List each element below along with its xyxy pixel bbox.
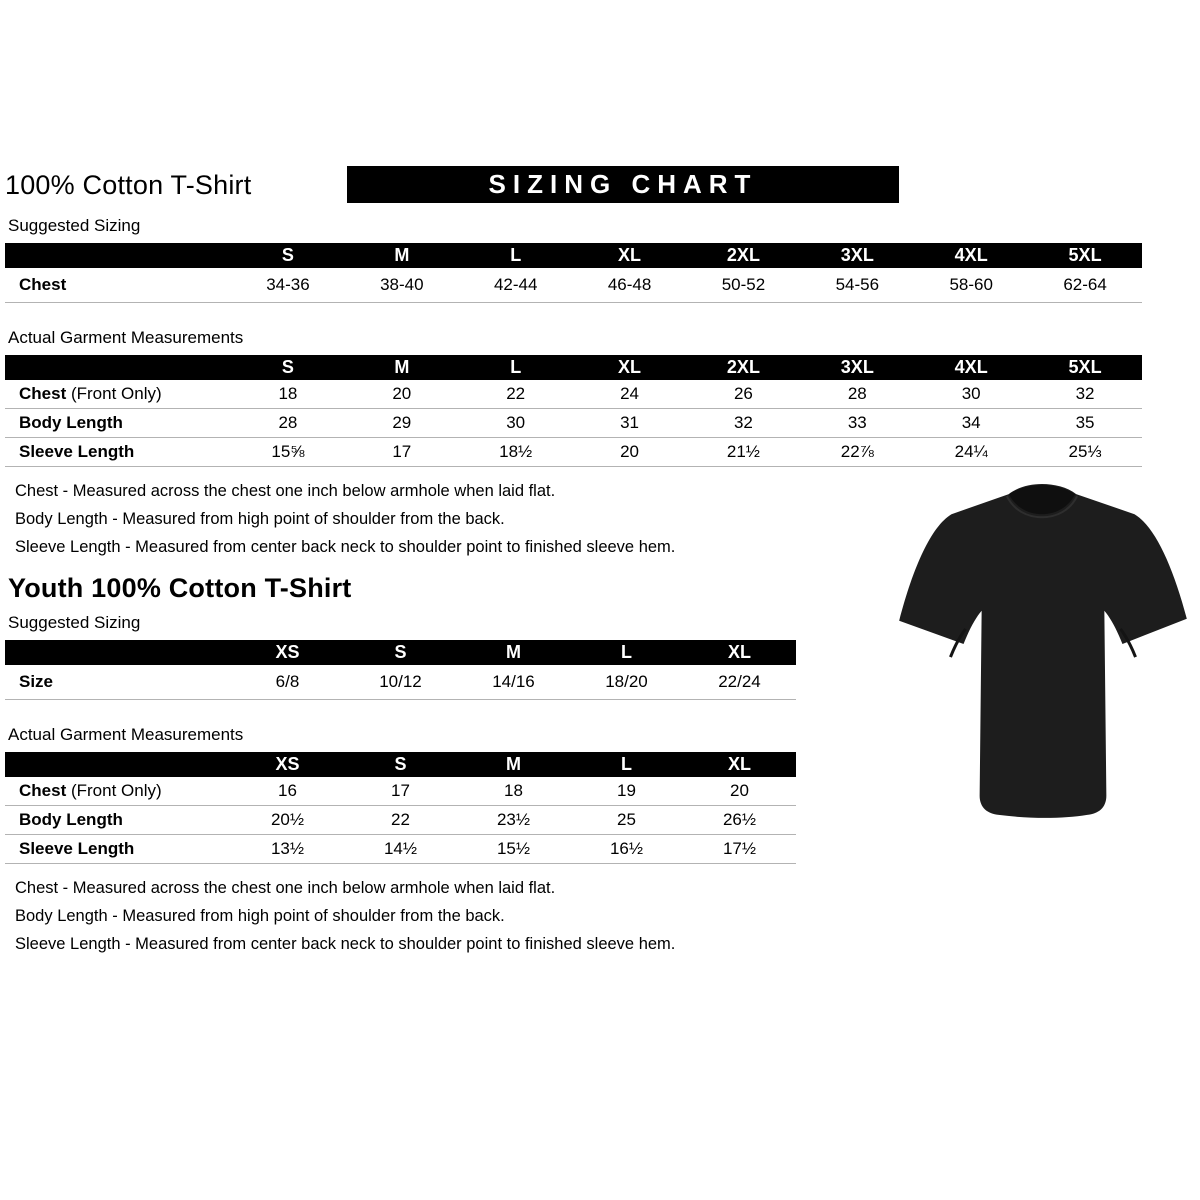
value-cell: 30 <box>506 413 526 432</box>
tshirt-body <box>899 484 1187 818</box>
value-cell: 24 <box>620 384 640 403</box>
value-cell: 35 <box>1075 413 1095 432</box>
value-cell: 34-36 <box>266 275 310 294</box>
value-cell: 14/16 <box>492 672 535 691</box>
sleeve-length-note: Sleeve Length - Measured from center back neck to shoulder point to finished sleeve hem. <box>15 935 676 953</box>
value-cell: 16½ <box>609 839 644 858</box>
corner-cell <box>5 355 231 380</box>
value-cell: 18 <box>504 781 523 800</box>
youth-sleeve-length-row <box>5 835 796 864</box>
sizing-chart-banner: SIZING CHART <box>347 166 899 203</box>
row-label <box>5 380 231 409</box>
row-label <box>5 777 231 806</box>
chest-note: Chest - Measured across the chest one inch below armhole when laid flat. <box>15 482 556 500</box>
size-header-cell: S <box>231 243 345 268</box>
size-header-cell: M <box>457 752 570 777</box>
youth-notes <box>5 879 1200 954</box>
size-header-cell: 3XL <box>800 355 914 380</box>
youth-garment-table <box>5 752 796 864</box>
adult-garment-table <box>5 355 1142 467</box>
value-cell: 42-44 <box>493 275 538 294</box>
value-cell: 62-64 <box>1063 275 1107 294</box>
black-tshirt-photo <box>893 478 1195 830</box>
size-header-cell: M <box>457 640 570 665</box>
size-header-cell: S <box>344 640 457 665</box>
value-cell: 32 <box>733 413 753 432</box>
youth-garment-label: Actual Garment Measurements <box>8 725 244 744</box>
size-header-cell: L <box>570 640 683 665</box>
size-header-cell: 4XL <box>914 355 1028 380</box>
row-label: Sleeve Length <box>19 442 135 461</box>
row-label: Chest <box>19 275 67 294</box>
value-cell: 21½ <box>726 442 760 461</box>
row-label: Body Length <box>19 810 123 829</box>
adult-garment-label: Actual Garment Measurements <box>8 328 244 347</box>
value-cell: 25 <box>617 810 636 829</box>
size-header-cell: XL <box>573 355 687 380</box>
size-header-cell: XL <box>683 640 796 665</box>
row-label: Size <box>19 672 54 691</box>
value-cell: 6/8 <box>275 672 300 691</box>
adult-garment-header-row <box>5 355 1142 380</box>
adult-title: 100% Cotton T-Shirt <box>5 170 252 200</box>
value-cell: 17 <box>392 442 412 461</box>
value-cell: 22 <box>506 384 526 403</box>
value-cell: 20 <box>730 781 749 800</box>
corner-cell <box>5 640 231 665</box>
size-header-cell: L <box>459 355 573 380</box>
value-cell: 54-56 <box>835 275 880 294</box>
value-cell: 17½ <box>722 839 757 858</box>
size-header-cell: 3XL <box>800 243 914 268</box>
value-cell: 10/12 <box>379 672 422 691</box>
value-cell: 31 <box>620 413 640 432</box>
value-cell: 58-60 <box>949 275 993 294</box>
value-cell: 46-48 <box>607 275 652 294</box>
value-cell: 18½ <box>499 442 533 461</box>
body-length-note: Body Length - Measured from high point of shoulder from the back. <box>15 510 505 528</box>
size-header-cell: XL <box>683 752 796 777</box>
value-cell: 18 <box>278 384 298 403</box>
size-header-cell: 2XL <box>687 355 801 380</box>
adult-sleeve-length-row <box>5 438 1142 467</box>
size-header-cell: 4XL <box>914 243 1028 268</box>
tshirt-illustration <box>893 478 1195 830</box>
size-header-cell: S <box>344 752 457 777</box>
value-cell: 34 <box>961 413 981 432</box>
row-label: Body Length <box>19 413 123 432</box>
corner-cell <box>5 243 231 268</box>
adult-chest-row <box>5 380 1142 409</box>
size-header-cell: 5XL <box>1028 355 1142 380</box>
chest-note: Chest - Measured across the chest one inch below armhole when laid flat. <box>15 879 556 897</box>
row-label-main: Chest <box>19 384 67 403</box>
row-label-suffix: (Front Only) <box>70 384 162 403</box>
size-header-cell: S <box>231 355 345 380</box>
value-cell: 16 <box>278 781 297 800</box>
value-cell: 28 <box>847 384 867 403</box>
youth-title: Youth 100% Cotton T-Shirt <box>8 573 352 603</box>
size-header-cell: L <box>570 752 683 777</box>
adult-header-row <box>5 166 1200 207</box>
row-label-main: Chest <box>19 781 67 800</box>
value-cell: 23½ <box>496 810 531 829</box>
value-cell: 15⅝ <box>271 442 305 461</box>
adult-body-length-row <box>5 409 1142 438</box>
value-cell: 26½ <box>722 810 757 829</box>
value-cell: 33 <box>847 413 867 432</box>
value-cell: 19 <box>617 781 636 800</box>
value-cell: 15½ <box>496 839 531 858</box>
value-cell: 25⅓ <box>1068 442 1102 461</box>
value-cell: 22/24 <box>718 672 761 691</box>
value-cell: 28 <box>278 413 298 432</box>
youth-size-row <box>5 665 796 700</box>
adult-suggested-label: Suggested Sizing <box>8 216 141 235</box>
size-header-cell: M <box>345 355 459 380</box>
value-cell: 20 <box>392 384 412 403</box>
value-cell: 14½ <box>383 839 418 858</box>
value-cell: 26 <box>733 384 753 403</box>
value-cell: 24¼ <box>954 442 988 461</box>
value-cell: 22 <box>391 810 410 829</box>
body-length-note: Body Length - Measured from high point of shoulder from the back. <box>15 907 505 925</box>
row-label: Sleeve Length <box>19 839 135 858</box>
value-cell: 20½ <box>270 810 305 829</box>
value-cell: 38-40 <box>380 275 424 294</box>
value-cell: 29 <box>392 413 412 432</box>
youth-body-length-row <box>5 806 796 835</box>
size-header-cell: L <box>459 243 573 268</box>
adult-suggested-table <box>5 243 1142 303</box>
value-cell: 32 <box>1075 384 1095 403</box>
value-cell: 22⅞ <box>840 442 874 461</box>
corner-cell <box>5 752 231 777</box>
value-cell: 20 <box>620 442 640 461</box>
adult-chest-suggested-row <box>5 268 1142 303</box>
size-header-cell: 5XL <box>1028 243 1142 268</box>
size-header-cell: XS <box>231 752 344 777</box>
size-header-cell: M <box>345 243 459 268</box>
youth-garment-header-row <box>5 752 796 777</box>
youth-suggested-header-row <box>5 640 796 665</box>
size-header-cell: XL <box>573 243 687 268</box>
youth-suggested-table <box>5 640 796 700</box>
value-cell: 17 <box>391 781 410 800</box>
youth-chest-row <box>5 777 796 806</box>
value-cell: 30 <box>961 384 981 403</box>
adult-suggested-header-row <box>5 243 1142 268</box>
value-cell: 50-52 <box>721 275 766 294</box>
value-cell: 13½ <box>270 839 305 858</box>
value-cell: 18/20 <box>605 672 648 691</box>
size-header-cell: XS <box>231 640 344 665</box>
youth-suggested-label: Suggested Sizing <box>8 613 141 632</box>
row-label-suffix: (Front Only) <box>70 781 162 800</box>
sleeve-length-note: Sleeve Length - Measured from center back neck to shoulder point to finished sleeve hem. <box>15 538 676 556</box>
size-header-cell: 2XL <box>687 243 801 268</box>
